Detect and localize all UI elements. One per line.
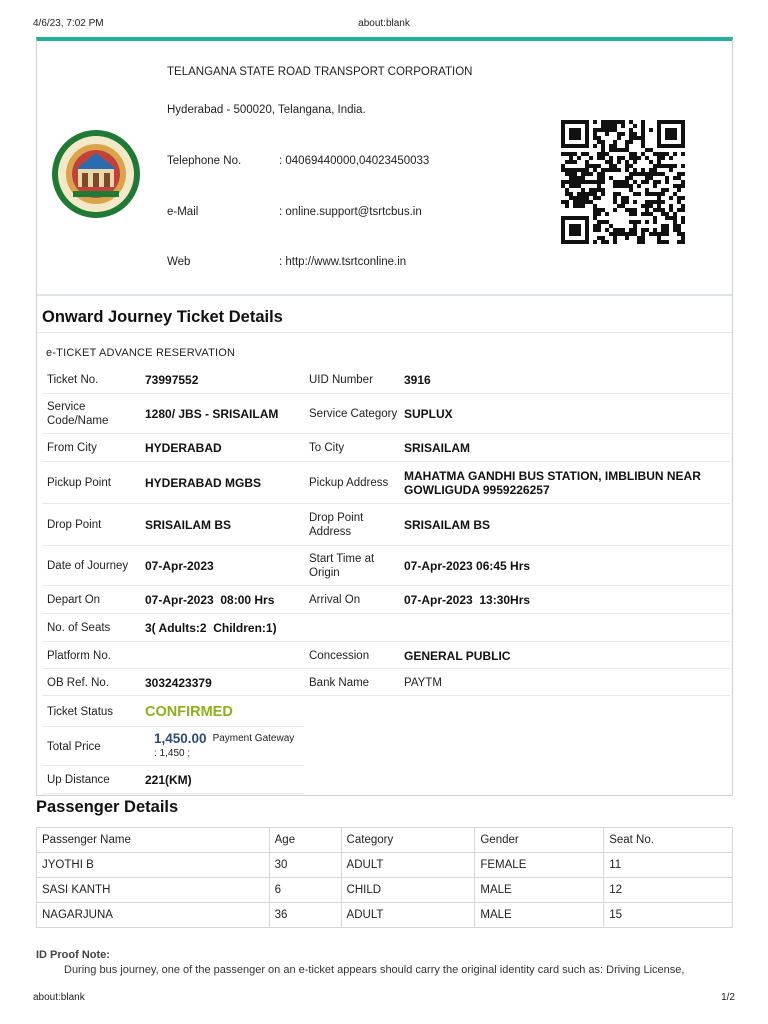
print-header [33,18,735,32]
row-total-price [42,727,304,766]
passenger-gender: MALE [475,903,604,928]
row-drop [42,504,730,546]
service-category-label: Service Category [309,408,398,420]
seats-value: 3( Adults:2 Children:1) [145,621,277,635]
platform-value [145,642,305,669]
row-ticket-no [42,366,730,394]
start-time-label: Start Time at Origin [309,553,375,579]
bank-label: Bank Name [309,676,370,689]
from-city-label: From City [47,442,97,454]
service-category-value: SUPLUX [404,407,453,421]
title-divider [37,332,732,333]
drop-address-label: Drop Point Address [309,512,364,538]
date-of-journey-label: Date of Journey [47,560,129,572]
header-age: Age [269,828,341,853]
ob-ref-label: OB Ref. No. [47,676,109,689]
to-city-label: To City [309,442,345,454]
passenger-gender: MALE [475,878,604,903]
ticket-card [36,37,733,796]
email-value: : online.support@tsrtcbus.in [279,206,422,218]
tsrtc-emblem-icon [51,129,141,219]
passenger-seat: 12 [604,878,733,903]
row-status [42,696,304,727]
table-row [37,878,733,903]
bank-value: PAYTM [404,676,442,689]
table-row [37,853,733,878]
pickup-address-value: MAHATMA GANDHI BUS STATION, IMBLIBUN NEAR GOWLIGUDA 9959226257 [404,469,701,497]
uid-value: 3916 [404,373,431,387]
id-proof-title: ID Proof Note: [36,949,110,961]
pickup-point-label: Pickup Point [47,477,111,489]
total-price-value: 1,450.00 [154,731,207,746]
drop-point-value: SRISAILAM BS [145,518,232,532]
pickup-address-label: Pickup Address [309,477,389,489]
concession-value: GENERAL PUBLIC [404,648,511,663]
web-label: Web [167,256,191,268]
org-address: Hyderabad - 500020, Telangana, India. [167,104,366,116]
print-datetime: 4/6/23, 7:02 PM [33,18,104,29]
date-of-journey-value: 07-Apr-2023 [145,559,214,573]
org-name: TELANGANA STATE ROAD TRANSPORT CORPORATION [167,66,473,78]
status-label: Ticket Status [47,705,114,718]
to-city-value: SRISAILAM [404,441,470,455]
web-value: : http://www.tsrtconline.in [279,256,407,268]
ticket-no-value: 73997552 [145,373,199,387]
row-pickup [42,462,730,504]
arrival-label: Arrival On [309,594,361,606]
header-gender: Gender [475,828,604,853]
seats-label: No. of Seats [47,622,111,634]
ticket-no-label: Ticket No. [47,374,99,386]
total-price-label: Total Price [47,740,101,753]
org-header [37,41,732,295]
row-ob-ref [42,669,730,696]
page-number: 1/2 [721,992,735,1003]
status-value: CONFIRMED [145,703,233,720]
uid-label: UID Number [309,374,373,386]
distance-value: 221(KM) [145,773,192,787]
passenger-name: NAGARJUNA [37,903,270,928]
qr-code-icon [561,120,685,244]
passenger-age: 36 [269,903,341,928]
depart-label: Depart On [47,594,101,606]
total-price-group [154,731,304,747]
row-timing [42,586,730,614]
row-service [42,394,730,434]
ticket-type: e-TICKET ADVANCE RESERVATION [46,347,236,359]
row-cities [42,434,730,462]
telephone-value: : 04069440000,04023450033 [279,155,430,167]
depart-value: 07-Apr-2023 08:00 Hrs [145,593,275,607]
row-platform [42,642,730,669]
passenger-name: SASI KANTH [37,878,270,903]
service-code-label: Service Code/Name [47,401,109,427]
passenger-seat: 11 [604,853,733,878]
ob-ref-value: 3032423379 [145,675,212,690]
platform-label: Platform No. [47,649,111,662]
passenger-category: CHILD [341,878,475,903]
header-category: Category [341,828,475,853]
footer-url: about:blank [33,992,85,1003]
payment-gateway-label: Payment Gateway [212,733,295,744]
pickup-point-value: HYDERABAD MGBS [145,476,262,490]
header-seat-no: Seat No. [604,828,733,853]
header-passenger-name: Passenger Name [37,828,270,853]
table-row [37,903,733,928]
print-footer [33,992,735,1006]
distance-label: Up Distance [47,774,110,786]
row-seats [42,614,730,642]
row-distance [42,766,304,794]
payment-gateway-value: : 1,450 ; [154,748,191,759]
passenger-name: JYOTHI B [37,853,270,878]
passenger-age: 30 [269,853,341,878]
passenger-section-title: Passenger Details [36,798,179,816]
row-date [42,546,730,586]
concession-label: Concession [309,649,370,662]
id-proof-text: During bus journey, one of the passenger on an e-ticket appears should carry the original identity card such as: Driving License, [64,964,685,976]
service-code-value: 1280/ JBS - SRISAILAM [145,407,279,421]
telephone-label: Telephone No. [167,155,242,167]
passenger-table [36,827,733,928]
passenger-category: ADULT [341,903,475,928]
passenger-seat: 15 [604,903,733,928]
start-time-value: 07-Apr-2023 06:45 Hrs [404,559,531,573]
header-divider [37,294,732,296]
email-label: e-Mail [167,206,199,218]
journey-section-title: Onward Journey Ticket Details [42,308,283,326]
print-url: about:blank [358,18,410,29]
passenger-gender: FEMALE [475,853,604,878]
passenger-table-header [37,828,733,853]
arrival-value: 07-Apr-2023 13:30Hrs [404,593,531,607]
drop-point-label: Drop Point [47,519,102,531]
passenger-age: 6 [269,878,341,903]
from-city-value: HYDERABAD [145,441,222,455]
drop-address-value: SRISAILAM BS [404,518,491,532]
passenger-category: ADULT [341,853,475,878]
